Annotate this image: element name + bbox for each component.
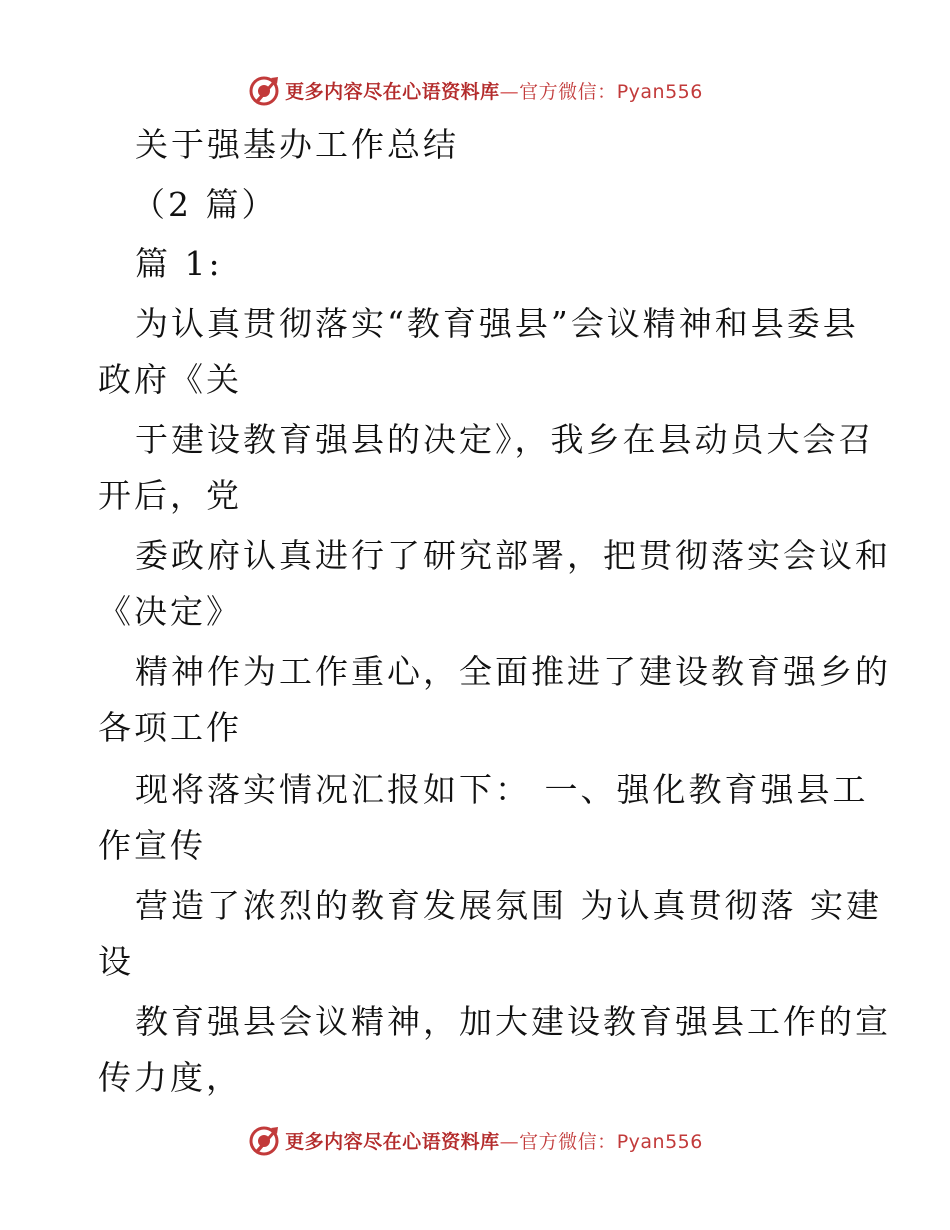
watermark-text — [285, 77, 703, 104]
paragraph-line: 各项工作 — [98, 708, 242, 747]
watermark-separator: — — [499, 80, 520, 103]
paragraph-line: 作宣传 — [98, 826, 206, 865]
watermark-separator: — — [499, 1130, 520, 1153]
document-title: 关于强基办工作总结 — [135, 125, 459, 164]
watermark-account: Pyan556 — [616, 80, 703, 103]
paragraph-line: 为认真贯彻落实“教育强县”会议精神和县委县 — [135, 304, 859, 343]
part-heading: 篇 1: — [135, 244, 223, 283]
quill-logo-icon — [247, 73, 281, 107]
quill-logo-icon — [247, 1123, 281, 1157]
watermark-label: 官方微信： — [519, 80, 617, 103]
paragraph-line: 现将落实情况汇报如下： 一、强化教育强县工 — [135, 770, 869, 809]
document-count: （2 篇） — [132, 185, 278, 224]
header-watermark — [0, 70, 950, 110]
watermark-text — [285, 1127, 703, 1154]
paragraph-line: 传力度， — [98, 1058, 242, 1097]
paragraph-line: 教育强县会议精神，加大建设教育强县工作的宣 — [135, 1002, 891, 1041]
paragraph-line: 精神作为工作重心，全面推进了建设教育强乡的 — [135, 652, 891, 691]
watermark-brand: 更多内容尽在心语资料库 — [285, 80, 500, 103]
paragraph-line: 《决定》 — [98, 592, 242, 631]
watermark-brand: 更多内容尽在心语资料库 — [285, 1130, 500, 1153]
watermark-account: Pyan556 — [616, 1130, 703, 1153]
footer-watermark — [0, 1120, 950, 1160]
paragraph-line: 设 — [98, 942, 134, 981]
paragraph-line: 委政府认真进行了研究部署，把贯彻落实会议和 — [135, 536, 891, 575]
watermark-label: 官方微信： — [519, 1130, 617, 1153]
paragraph-line: 于建设教育强县的决定》，我乡在县动员大会召 — [135, 420, 875, 459]
paragraph-line: 政府《关 — [98, 360, 242, 399]
paragraph-line: 开后，党 — [98, 476, 242, 515]
paragraph-line: 营造了浓烈的教育发展氛围 为认真贯彻落 实建 — [135, 886, 882, 925]
